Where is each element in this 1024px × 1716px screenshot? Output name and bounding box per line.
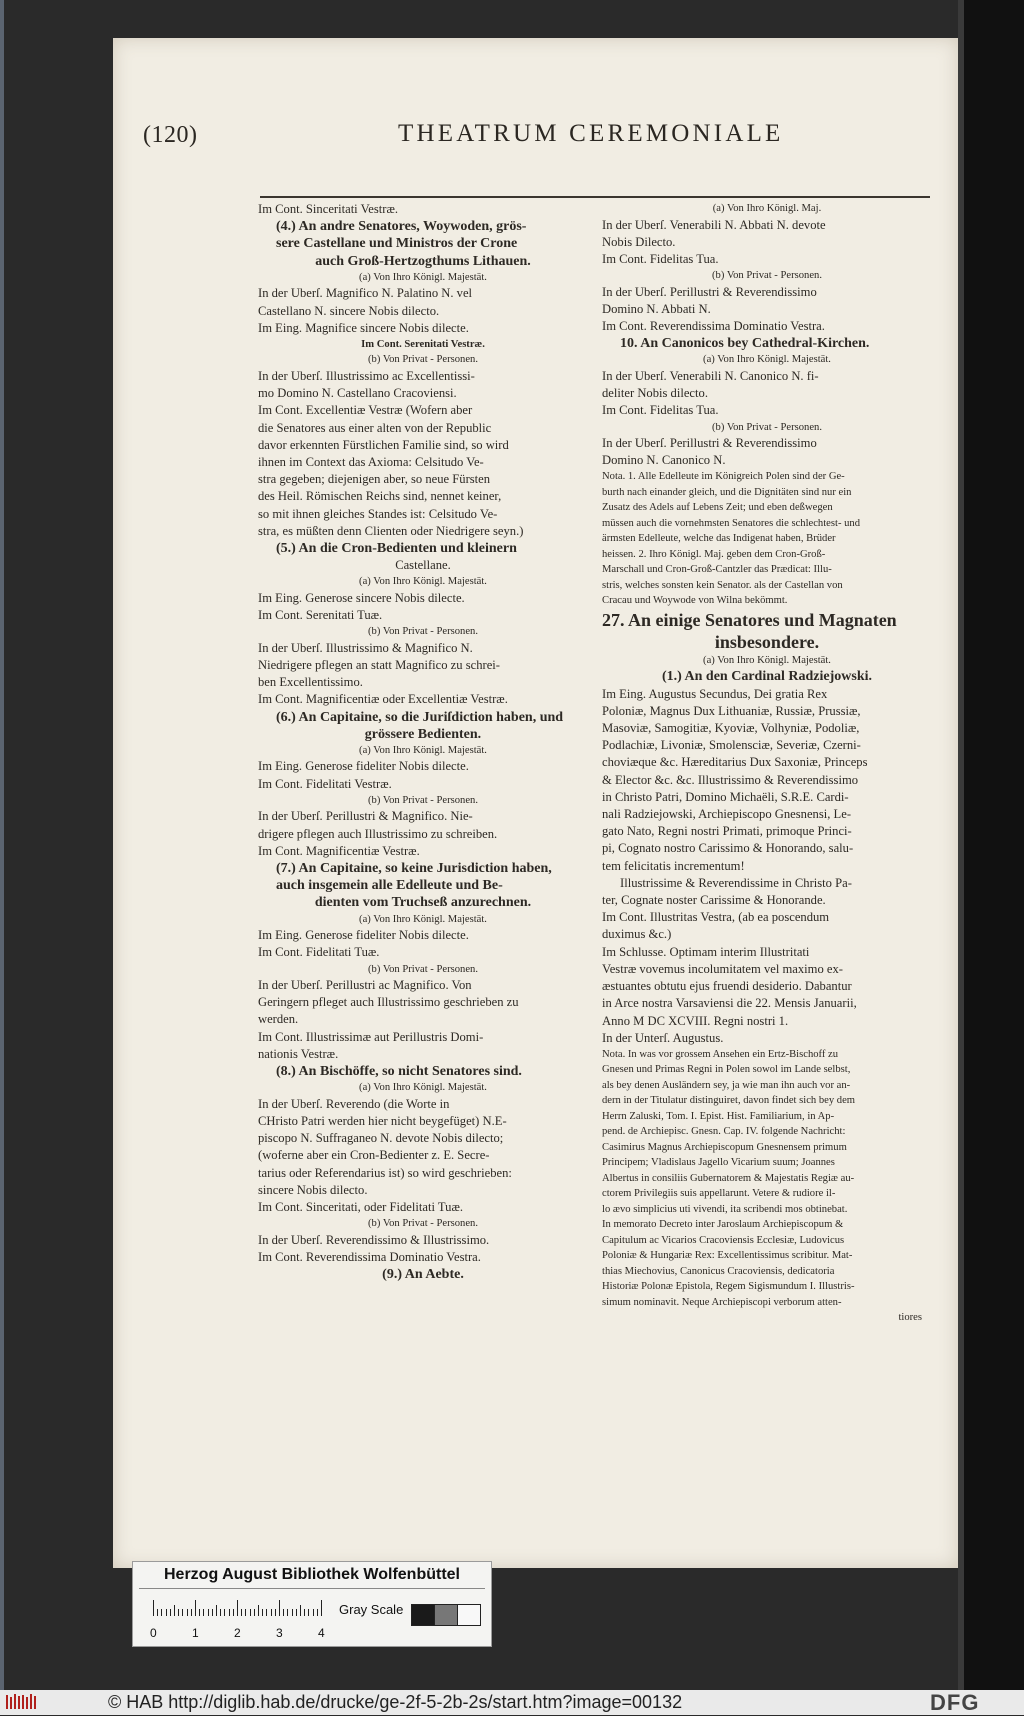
text-line: Im Eing. Generose sincere Nobis dilecte. — [258, 590, 465, 605]
ruler-number: 0 — [150, 1626, 157, 1640]
text-line: Im Cont. Fidelitati Tuæ. — [258, 945, 380, 960]
text-line: ärmsten Edelleute, welche das Indigenat haben, Brüder — [602, 533, 836, 545]
text-line: mo Domino N. Castellano Cracoviensi. — [258, 386, 457, 401]
text-line: des Heil. Römischen Reichs sind, nennet keiner, — [258, 489, 502, 504]
text-line: tiores — [898, 1312, 922, 1324]
ruler-tick — [195, 1600, 196, 1616]
ruler-tick — [166, 1609, 167, 1616]
text-line: Im Cont. Fidelitas Tua. — [602, 251, 719, 266]
text-line: die Senatores aus einer alten von der Republic — [258, 420, 492, 435]
text-line: Im Cont. Fidelitati Vestræ. — [258, 776, 392, 791]
ruler-tick — [241, 1609, 242, 1616]
ruler-tick — [233, 1609, 234, 1616]
text-line: gato Nato, Regni nostri Primati, primoque Princi- — [602, 824, 852, 839]
text-line: Castellano N. sincere Nobis dilecto. — [258, 303, 440, 318]
text-line: (a) Von Ihro Königl. Majestät. — [703, 354, 831, 366]
text-line: grössere Bedienten. — [364, 726, 482, 742]
ruler-tick — [182, 1609, 183, 1616]
text-line: Masoviæ, Samogitiæ, Kyoviæ, Volhyniæ, Podoliæ, — [602, 721, 860, 736]
ruler-tick — [275, 1609, 276, 1616]
text-line: davor erkennten Fürstlichen Familie sind, so wird — [258, 437, 509, 452]
text-line: stris, welches sonsten kein Senator. als der Castellan von — [602, 579, 843, 591]
text-line: Im Cont. Fidelitas Tua. — [602, 403, 719, 418]
text-line: (a) Von Ihro Königl. Majestät. — [359, 1082, 487, 1094]
ruler-tick — [317, 1609, 318, 1616]
ruler-tick — [300, 1605, 301, 1616]
gray-scale-label: Gray Scale — [339, 1602, 404, 1617]
ruler-tick — [237, 1600, 238, 1616]
text-line: (woferne aber ein Cron-Bedienter z. E. Secre- — [258, 1148, 490, 1163]
ruler-tick — [229, 1609, 230, 1616]
text-line: Im Eing. Generose fideliter Nobis dilecte. — [258, 928, 469, 943]
text-line: duximus &c.) — [602, 927, 672, 942]
text-line: Poloniæ & Hungariæ Rex: Excellentissimus scribitur. Mat- — [602, 1250, 853, 1262]
text-line: ctorem Privilegiis suis appellarunt. Vetere & rudiore il- — [602, 1188, 836, 1200]
ruler-tick — [220, 1609, 221, 1616]
ruler-tick — [287, 1609, 288, 1616]
ribbon-title: Herzog August Bibliothek Wolfenbüttel — [164, 1566, 460, 1583]
ruler-tick — [266, 1609, 267, 1616]
text-line: 27. An einige Senatores und Magnaten — [602, 609, 897, 630]
left-text-column — [258, 201, 588, 1283]
text-line: (b) Von Privat - Personen. — [368, 354, 478, 366]
text-line: Geringern pfleget auch Illustrissimo geschrieben zu — [258, 995, 519, 1010]
ruler-tick — [208, 1609, 209, 1616]
text-line: Vestræ vovemus incolumitatem vel maximo ex- — [602, 961, 843, 976]
ruler-tick — [224, 1609, 225, 1616]
text-line: Im Cont. Reverendissima Dominatio Vestra. — [602, 319, 825, 334]
gray-swatch-mid — [434, 1604, 458, 1626]
text-line: Capitulum ac Vicarios Cracoviensis Ecclesiæ, Ludovicus — [602, 1234, 845, 1246]
ruler-tick — [170, 1609, 171, 1616]
text-line: dienten vom Truchseß anzurechnen. — [314, 895, 532, 911]
ruler-tick — [271, 1609, 272, 1616]
text-line: Cracau und Woywode von Wilna bekömmt. — [602, 595, 788, 607]
text-line: Marschall und Cron-Groß-Cantzler das Prædicat: Illu- — [602, 564, 832, 576]
text-line: (b) Von Privat - Personen. — [368, 626, 478, 638]
text-line: (a) Von Ihro Königl. Majestät. — [359, 271, 487, 283]
text-line: sere Castellane und Ministros der Crone — [276, 236, 518, 252]
text-line: Casimirus Magnus Archiepiscopum Gnesnensem primum — [602, 1141, 847, 1153]
ruler-tick — [262, 1609, 263, 1616]
text-line: (b) Von Privat - Personen. — [368, 1218, 478, 1230]
text-line: tem felicitatis incrementum! — [602, 858, 745, 873]
ribbon-divider — [139, 1588, 485, 1589]
text-line: Anno M DC XCVIII. Regni nostri 1. — [602, 1013, 789, 1028]
source-url[interactable]: © HAB http://diglib.hab.de/drucke/ge-2f-5-2b-2s/start.htm?image=00132 — [108, 1692, 683, 1712]
ruler-tick — [258, 1605, 259, 1616]
text-line: In der Uberſ. Reverendo (die Worte in — [258, 1096, 450, 1111]
text-line: Im Eing. Generose fideliter Nobis dilecte. — [258, 759, 469, 774]
ruler-tick — [250, 1609, 251, 1616]
text-line: Im Cont. Serenitati Tuæ. — [258, 608, 383, 623]
text-line: ter, Cognate noster Carissime & Honorande. — [602, 893, 826, 908]
text-line: In memorato Decreto inter Jaroslaum Archiepiscopum & — [602, 1219, 844, 1231]
ruler-tick — [292, 1609, 293, 1616]
text-line: (b) Von Privat - Personen. — [368, 794, 478, 806]
text-line: & Elector &c. &c. Illustrissimo & Reverendissimo — [602, 772, 859, 787]
text-line: Im Cont. Sinceritati, oder Fidelitati Tuæ. — [258, 1199, 463, 1214]
text-line: In der Uberſ. Venerabili N. Canonico N. fi- — [602, 368, 819, 383]
text-line: deliter Nobis dilecto. — [602, 386, 708, 401]
text-line: Castellane. — [395, 558, 451, 573]
text-line: Im Eing. Magnifice sincere Nobis dilecte. — [258, 320, 469, 335]
ruler-tick — [321, 1600, 322, 1616]
text-line: Podlachiæ, Livoniæ, Smolensciæ, Severiæ, Czerni- — [602, 738, 861, 753]
library-color-ribbon — [132, 1561, 492, 1647]
text-line: dern in der Titulatur distinguiret, davon findet sich bey dem — [602, 1095, 856, 1107]
text-line: Nobis Dilecto. — [602, 234, 676, 249]
text-line: lo ævo simplicius uti vivendi, ita scribendi mos obtinebat. — [602, 1203, 848, 1215]
text-line: auch Groß-Hertzogthums Lithauen. — [315, 253, 531, 269]
running-title: THEATRUM CEREMONIALE — [398, 120, 784, 147]
ruler-tick — [153, 1600, 154, 1616]
text-line: ihnen im Context das Axioma: Celsitudo Ve- — [258, 454, 484, 469]
text-line: 10. An Canonicos bey Cathedral-Kirchen. — [620, 336, 870, 352]
text-line: In der Uberſ. Perillustri & Reverendissimo — [602, 284, 817, 299]
text-line: In der Uberſ. Illustrissimo ac Excellentissi- — [258, 368, 475, 383]
text-line: Im Schlusse. Optimam interim Illustritati — [602, 944, 810, 959]
text-line: (a) Von Ihro Königl. Majestät. — [703, 654, 831, 666]
text-line: (1.) An den Cardinal Radziejowski. — [661, 669, 873, 685]
text-line: (4.) An andre Senatores, Woywoden, grös- — [276, 219, 527, 235]
text-line: (6.) An Capitaine, so die Juriſdiction haben, und — [276, 709, 564, 725]
text-line: (b) Von Privat - Personen. — [712, 270, 822, 282]
text-line: nali Radziejowski, Archiepiscopo Gnesnensi, Le- — [602, 807, 852, 822]
ruler-tick — [203, 1609, 204, 1616]
text-line: in Arce nostra Varsaviensi die 22. Mensis Januarii, — [602, 996, 857, 1011]
text-line: (a) Von Ihro Königl. Majestät. — [359, 744, 487, 756]
ruler-number: 1 — [192, 1626, 199, 1640]
ruler-tick — [254, 1609, 255, 1616]
text-line: nationis Vestræ. — [258, 1046, 339, 1061]
text-line: (9.) An Aebte. — [382, 1267, 464, 1283]
text-line: Albertus in consiliis Gubernatorem & Majestatis Regiæ au- — [602, 1172, 855, 1184]
text-line: In der Uberſ. Perillustri & Magnifico. Nie- — [258, 809, 473, 824]
text-line: Domino N. Canonico N. — [602, 453, 726, 468]
text-line: drigere pflegen auch Illustrissimo zu schreiben. — [258, 826, 498, 841]
text-line: Im Cont. Magnificentiæ oder Excellentiæ Vestræ. — [258, 692, 508, 707]
text-line: sincere Nobis dilecto. — [258, 1182, 368, 1197]
ruler-tick — [304, 1609, 305, 1616]
ruler-tick — [212, 1609, 213, 1616]
ruler-tick — [199, 1609, 200, 1616]
text-line: Principem; Vladislaus Jagello Vicarium suum; Joannes — [602, 1157, 835, 1169]
ruler-tick — [161, 1609, 162, 1616]
text-line: Nota. 1. Alle Edelleute im Königreich Polen sind der Ge- — [602, 471, 845, 483]
text-line: ben Excellentissimo. — [258, 675, 363, 690]
page-number: (120) — [143, 122, 198, 148]
ruler-tick — [296, 1609, 297, 1616]
text-line: als bey denen Ausländern sey, ja wie man ihn auch vor an- — [602, 1079, 851, 1091]
ruler-scale — [150, 1600, 333, 1640]
text-line: Domino N. Abbati N. — [602, 301, 711, 316]
text-line: Illustrissime & Reverendissime in Christo Pa- — [620, 875, 852, 890]
text-line: Gnesen und Primas Regni in Polen sowol im Lande selbst, — [602, 1064, 851, 1076]
text-line: simum nominavit. Neque Archiepiscopi verborum atten- — [602, 1296, 842, 1308]
ruler-number: 3 — [276, 1626, 283, 1640]
ruler-tick — [313, 1609, 314, 1616]
ruler-tick — [245, 1609, 246, 1616]
text-line: Im Cont. Illustrissimæ aut Perillustris Domi- — [258, 1029, 484, 1044]
text-line: (7.) An Capitaine, so keine Jurisdiction haben, — [276, 861, 552, 876]
viewer-footer — [0, 1690, 1024, 1715]
text-line: Im Cont. Magnificentiæ Vestræ. — [258, 843, 420, 858]
ruler-number: 4 — [318, 1626, 325, 1640]
ruler-number: 2 — [234, 1626, 241, 1640]
ruler-tick — [308, 1609, 309, 1616]
text-line: Niedrigere pflegen an statt Magnifico zu schrei- — [258, 657, 500, 672]
text-line: (a) Von Ihro Königl. Majestät. — [359, 576, 487, 588]
text-line: stra gegeben; diejenigen aber, so neue Fürsten — [258, 472, 491, 487]
text-line: in Christo Patri, Domino Michaëli, S.R.E. Cardi- — [602, 789, 849, 804]
scan-left-edge — [0, 0, 4, 1690]
ruler-tick — [279, 1600, 280, 1616]
text-line: Zusatz des Adels auf Lebens Zeit; und eben deßwegen — [602, 502, 833, 514]
text-line: In der Uberſ. Perillustri & Reverendissimo — [602, 436, 817, 451]
text-line: choviæque &c. Hæreditarius Dux Saxoniæ, Princeps — [602, 755, 868, 770]
text-line: piscopo N. Suffraganeo N. devote Nobis dilecto; — [258, 1131, 504, 1146]
gray-swatch-dark — [411, 1604, 435, 1626]
text-line: insbesondere. — [714, 631, 820, 652]
text-line: Im Cont. Excellentiæ Vestræ (Wofern aber — [258, 403, 473, 418]
text-line: auch insgemein alle Edelleute und Be- — [276, 878, 503, 894]
text-line: Im Cont. Illustritas Vestra, (ab ea poscendum — [602, 910, 830, 925]
ruler-tick — [187, 1609, 188, 1616]
ruler-tick — [216, 1605, 217, 1616]
text-line: so mit ihnen gleiches Standes ist: Celsitudo Ve- — [258, 506, 498, 521]
text-line: werden. — [258, 1012, 299, 1027]
text-line: (b) Von Privat - Personen. — [712, 421, 822, 433]
text-line: (a) Von Ihro Königl. Majestät. — [359, 913, 487, 925]
text-line: In der Uberſ. Venerabili N. Abbati N. devote — [602, 217, 826, 232]
gray-swatch-light — [457, 1604, 481, 1626]
text-line: Poloniæ, Magnus Dux Lithuaniæ, Russiæ, Prussiæ, — [602, 703, 861, 718]
text-line: Im Eing. Augustus Secundus, Dei gratia Rex — [602, 686, 828, 701]
text-line: Nota. In was vor grossem Ansehen ein Ertz-Bischoff zu — [602, 1048, 839, 1060]
hab-logo-icon — [5, 1693, 41, 1711]
dfg-logo: DFG — [930, 1690, 980, 1715]
text-line: In der Uberſ. Reverendissimo & Illustrissimo. — [258, 1232, 490, 1247]
text-line: æstuantes obtutu ejus fruendi desiderio. Dabantur — [602, 979, 852, 994]
text-line: thias Miechovius, Canonicus Cracoviensis, dedicatoria — [602, 1265, 835, 1277]
text-line: burth nach einander gleich, und die Dignitäten sind nur ein — [602, 486, 852, 498]
text-line: heissen. 2. Ihro Königl. Maj. geben dem Cron-Groß- — [602, 548, 826, 560]
text-line: pend. de Archiepisc. Gnesn. Cap. IV. folgende Nachricht: — [602, 1126, 846, 1138]
text-line: stra, es müßten denn Clienten oder Niedrigere seyn.) — [258, 523, 524, 538]
text-line: tarius oder Referendarius ist) so wird geschrieben: — [258, 1165, 512, 1180]
text-line: (5.) An die Cron-Bedienten und kleinern — [276, 540, 517, 556]
text-line: Im Cont. Serenitati Vestræ. — [361, 338, 485, 350]
right-text-column — [602, 201, 932, 1326]
text-line: Im Cont. Sinceritati Vestræ. — [258, 202, 399, 216]
text-line: (b) Von Privat - Personen. — [368, 963, 478, 975]
ruler-tick — [174, 1605, 175, 1616]
text-line: pi, Cognato nostro Carissimo & Honorando, salu- — [602, 841, 854, 856]
text-line: (a) Von Ihro Königl. Maj. — [712, 203, 822, 214]
ruler-tick — [191, 1609, 192, 1616]
text-line: In der Uberſ. Illustrissimo & Magnifico N. — [258, 640, 473, 655]
text-line: Im Cont. Reverendissima Dominatio Vestra. — [258, 1249, 481, 1264]
header-rule — [260, 196, 930, 198]
text-line: In der Uberſ. Perillustri ac Magnifico. Von — [258, 978, 472, 993]
text-line: In der Unterſ. Augustus. — [602, 1030, 724, 1045]
text-line: In der Uberſ. Magnifico N. Palatino N. vel — [258, 286, 473, 301]
text-line: (8.) An Bischöffe, so nicht Senatores sind. — [276, 1064, 522, 1080]
text-line: Herrn Zaluski, Tom. I. Epist. Hist. Familiarium, in Ap- — [602, 1110, 835, 1122]
text-line: CHristo Patri werden hier nicht beygefüget) N.E- — [258, 1113, 507, 1128]
book-cover-edge — [958, 0, 1024, 1690]
ruler-tick — [157, 1609, 158, 1616]
text-line: müssen auch die vornehmsten Senatores die schlechtest- und — [602, 517, 861, 529]
ruler-tick — [178, 1609, 179, 1616]
text-line: Historiæ Polonæ Epistola, Regem Sigismundum I. Illustris- — [602, 1281, 855, 1293]
ruler-tick — [283, 1609, 284, 1616]
